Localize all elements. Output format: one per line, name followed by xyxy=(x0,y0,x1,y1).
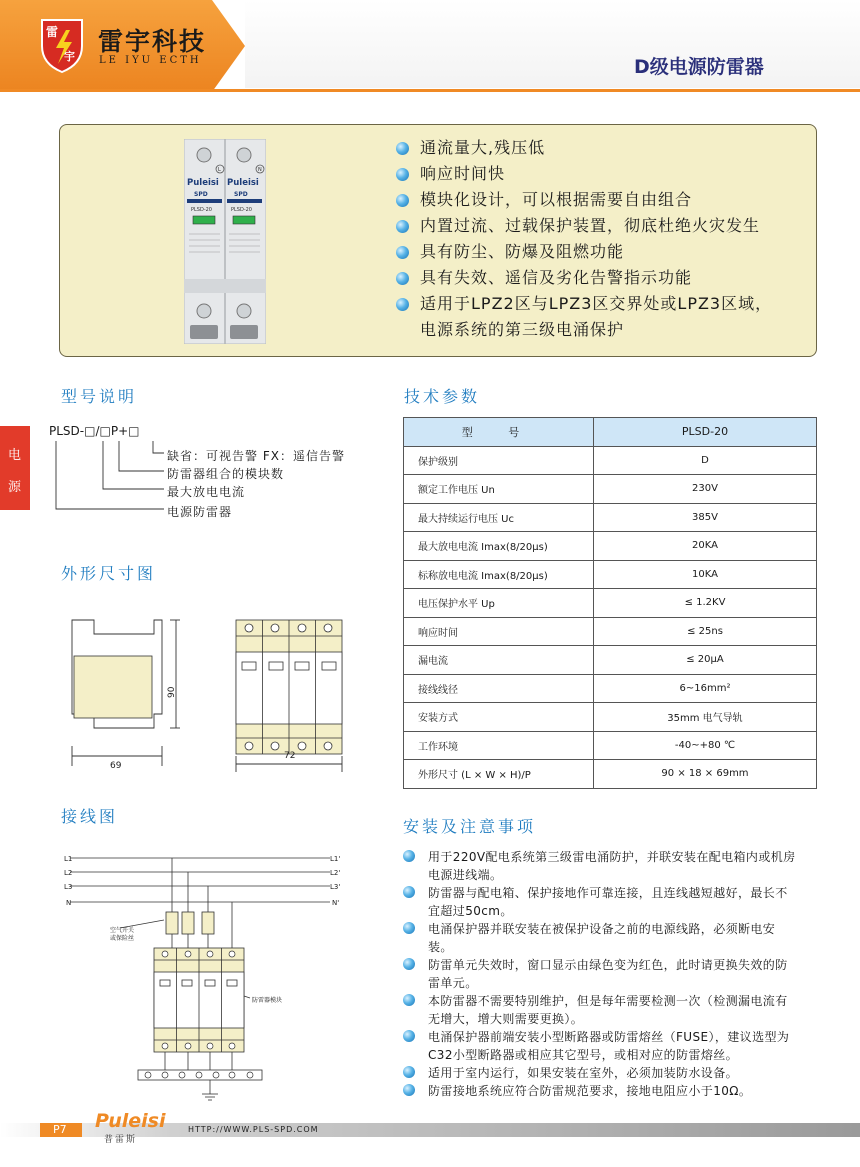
model-explanation-imax: 最大放电电流 xyxy=(167,485,246,499)
product-brand-right: Puleisi xyxy=(227,178,259,188)
param-name-cell: 外形尺寸 (L × W × H)/P xyxy=(404,760,594,789)
install-note-text: 电源进线端。 xyxy=(428,868,503,882)
footer-brand-logo: Puleisi xyxy=(95,1110,166,1132)
feature-list xyxy=(396,135,772,343)
tech-section-title: 技术参数 xyxy=(404,387,481,406)
param-name-cell: 最大放电电流 Imax(8/20μs) xyxy=(404,532,594,561)
footer-brand-cn: 普雷斯 xyxy=(104,1135,138,1145)
table-row xyxy=(404,560,817,589)
install-note-item xyxy=(403,848,821,884)
wire-label-l2: L2 xyxy=(64,869,73,877)
table-row xyxy=(404,617,817,646)
table-row xyxy=(404,646,817,675)
table-row xyxy=(404,503,817,532)
logo-char-2: 宇 xyxy=(64,50,75,63)
model-section-title: 型号说明 xyxy=(61,387,138,406)
param-value-cell: 10KA xyxy=(594,560,817,589)
feature-item xyxy=(396,161,772,187)
dim-height-label: 90 xyxy=(167,686,177,698)
install-note-item xyxy=(403,1064,821,1082)
install-notes-list xyxy=(403,848,821,1100)
install-note-item xyxy=(403,1082,821,1100)
bullet-icon xyxy=(403,850,415,862)
product-model-left: PLSD-20 xyxy=(191,207,212,213)
table-header-model-label: 型 号 xyxy=(404,418,594,447)
param-name-cell: 电压保护水平 Up xyxy=(404,589,594,618)
feature-text: 通流量大,残压低 xyxy=(420,138,546,157)
feature-item xyxy=(396,291,772,317)
footer-page-number: P7 xyxy=(53,1123,67,1136)
feature-text: 适用于LPZ2区与LPZ3区交界处或LPZ3区域， xyxy=(420,294,773,313)
bullet-icon xyxy=(403,1084,415,1096)
install-note-text: 用于220V配电系统第三级雷电涌防护，并联安装在配电箱内或机房 xyxy=(428,850,796,864)
install-note-text: 雷单元。 xyxy=(428,976,478,990)
bullet-icon xyxy=(403,1030,415,1042)
feature-item xyxy=(396,187,772,213)
table-header-row xyxy=(404,418,817,447)
param-value-cell: 35mm 电气导轨 xyxy=(594,703,817,732)
model-explanation-modules: 防雷器组合的模块数 xyxy=(167,467,285,481)
install-note-text: 防雷接地系统应符合防雷规范要求，接地电阻应小于10Ω。 xyxy=(428,1084,752,1098)
dim-width-label: 69 xyxy=(110,761,122,771)
wire-label-l3: L3 xyxy=(64,883,73,891)
feature-text: 具有失效、遥信及劣化告警指示功能 xyxy=(420,268,693,287)
brand-name-en: LE IYU ECTH xyxy=(99,55,202,66)
install-note-item xyxy=(403,884,821,920)
table-row xyxy=(404,475,817,504)
feature-text: 具有防尘、防爆及阻燃功能 xyxy=(420,242,625,261)
param-name-cell: 响应时间 xyxy=(404,617,594,646)
wire-label-l1-out: L1' xyxy=(330,855,341,863)
param-name-cell: 保护级别 xyxy=(404,446,594,475)
product-type-right: SPD xyxy=(234,191,248,198)
param-value-cell: ≤ 1.2KV xyxy=(594,589,817,618)
feature-item xyxy=(396,265,772,291)
install-note-text: 电涌保护器前端安装小型断路器或防雷熔丝（FUSE），建议选型为 xyxy=(428,1030,790,1044)
dim-front-width-label: 72 xyxy=(284,751,296,761)
param-value-cell: D xyxy=(594,446,817,475)
bullet-icon xyxy=(396,272,409,285)
install-note-text: 无增大，增大则需要更换）。 xyxy=(428,1012,584,1026)
bullet-icon xyxy=(403,994,415,1006)
feature-text: 模块化设计，可以根据需要自由组合 xyxy=(420,190,693,209)
page-title: D级电源防雷器 xyxy=(634,56,764,78)
breaker-label-line1: 空气开关 xyxy=(110,927,135,934)
install-note-text: 宜超过50cm。 xyxy=(428,904,513,918)
param-value-cell: 6~16mm² xyxy=(594,674,817,703)
bullet-icon xyxy=(396,142,409,155)
table-row xyxy=(404,674,817,703)
bullet-icon xyxy=(396,168,409,181)
bullet-icon xyxy=(403,922,415,934)
param-name-cell: 漏电流 xyxy=(404,646,594,675)
product-model-right: PLSD-20 xyxy=(231,207,252,213)
tech-params-table xyxy=(403,417,817,789)
bullet-icon xyxy=(396,194,409,207)
bullet-icon xyxy=(403,1066,415,1078)
outline-dimension-drawing xyxy=(66,606,356,782)
param-value-cell: ≤ 20μA xyxy=(594,646,817,675)
param-name-cell: 最大持续运行电压 Uc xyxy=(404,503,594,532)
wire-label-n-out: N' xyxy=(332,899,340,907)
module-label: 防雷器模块 xyxy=(252,997,283,1004)
bullet-icon xyxy=(403,886,415,898)
model-explanation-alarm: 缺省：可视告警 FX：遥信告警 xyxy=(167,449,345,463)
install-note-text: 本防雷器不需要特别维护，但是每年需要检测一次（检测漏电流有 xyxy=(428,994,788,1008)
install-note-item xyxy=(403,992,821,1028)
table-row xyxy=(404,532,817,561)
model-explanation-type: 电源防雷器 xyxy=(167,505,233,519)
table-header-model-value: PLSD-20 xyxy=(594,418,817,447)
param-value-cell: 385V xyxy=(594,503,817,532)
table-row xyxy=(404,446,817,475)
install-note-item xyxy=(403,1028,821,1064)
install-note-item xyxy=(403,920,821,956)
company-shield-logo-icon xyxy=(38,16,86,74)
wire-label-l3-out: L3' xyxy=(330,883,341,891)
wire-label-l2-out: L2' xyxy=(330,869,341,877)
category-side-tab xyxy=(0,426,30,510)
wiring-section-title: 接线图 xyxy=(61,807,119,826)
install-note-text: 防雷器与配电箱、保护接地作可靠连接，且连线越短越好，最长不 xyxy=(428,886,788,900)
feature-text: 响应时间快 xyxy=(420,164,506,183)
table-row xyxy=(404,703,817,732)
feature-panel xyxy=(59,124,817,357)
install-note-text: 适用于室内运行，如果安装在室外，必须加装防水设备。 xyxy=(428,1066,739,1080)
header-background xyxy=(245,0,860,88)
dimension-section-title: 外形尺寸图 xyxy=(61,564,157,583)
feature-item xyxy=(396,213,772,239)
product-photo-spd-module xyxy=(184,139,266,344)
logo-char-1: 雷 xyxy=(46,25,59,39)
feature-item-continued xyxy=(396,317,772,343)
table-row xyxy=(404,589,817,618)
product-brand-left: Puleisi xyxy=(187,178,219,188)
install-note-item xyxy=(403,956,821,992)
install-note-text: 防雷单元失效时，窗口显示由绿色变为红色，此时请更换失效的防 xyxy=(428,958,788,972)
bullet-icon xyxy=(396,298,409,311)
side-tab-char: 电 xyxy=(8,448,22,463)
param-name-cell: 额定工作电压 Un xyxy=(404,475,594,504)
bullet-icon xyxy=(396,246,409,259)
header-divider xyxy=(0,89,860,92)
breaker-label-line2: 或保险丝 xyxy=(110,935,135,942)
param-value-cell: 230V xyxy=(594,475,817,504)
feature-text: 电源系统的第三级电涌保护 xyxy=(420,320,625,339)
param-value-cell: -40~+80 ℃ xyxy=(594,731,817,760)
wire-label-n: N xyxy=(66,899,72,907)
feature-item xyxy=(396,135,772,161)
table-row xyxy=(404,760,817,789)
bullet-icon xyxy=(396,220,409,233)
param-name-cell: 标称放电电流 Imax(8/20μs) xyxy=(404,560,594,589)
brand-name-cn: 雷宇科技 xyxy=(98,27,207,56)
table-row xyxy=(404,731,817,760)
feature-item xyxy=(396,239,772,265)
wiring-diagram xyxy=(60,848,360,1108)
param-name-cell: 安装方式 xyxy=(404,703,594,732)
product-type-left: SPD xyxy=(194,191,208,198)
install-note-text: 电涌保护器并联安装在被保护设备之前的电源线路，必须断电安 xyxy=(428,922,776,936)
bullet-icon xyxy=(403,958,415,970)
product-pole-n: N xyxy=(258,167,262,173)
side-tab-char: 源 xyxy=(8,480,22,495)
feature-text: 内置过流、过载保护装置，彻底杜绝火灾发生 xyxy=(420,216,761,235)
param-value-cell: ≤ 25ns xyxy=(594,617,817,646)
param-name-cell: 工作环境 xyxy=(404,731,594,760)
param-value-cell: 90 × 18 × 69mm xyxy=(594,760,817,789)
param-name-cell: 接线线径 xyxy=(404,674,594,703)
footer-website-link[interactable]: HTTP://WWW.PLS-SPD.COM xyxy=(188,1125,319,1134)
install-section-title: 安装及注意事项 xyxy=(403,817,537,836)
wire-label-l1: L1 xyxy=(64,855,73,863)
install-note-text: 装。 xyxy=(428,940,453,954)
install-note-text: C32小型断路器或相应其它型号，或相对应的防雷熔丝。 xyxy=(428,1048,739,1062)
tech-table-body xyxy=(404,446,817,788)
product-pole-l: L xyxy=(218,167,221,173)
model-code: PLSD-□/□P+□ xyxy=(49,424,140,438)
param-value-cell: 20KA xyxy=(594,532,817,561)
